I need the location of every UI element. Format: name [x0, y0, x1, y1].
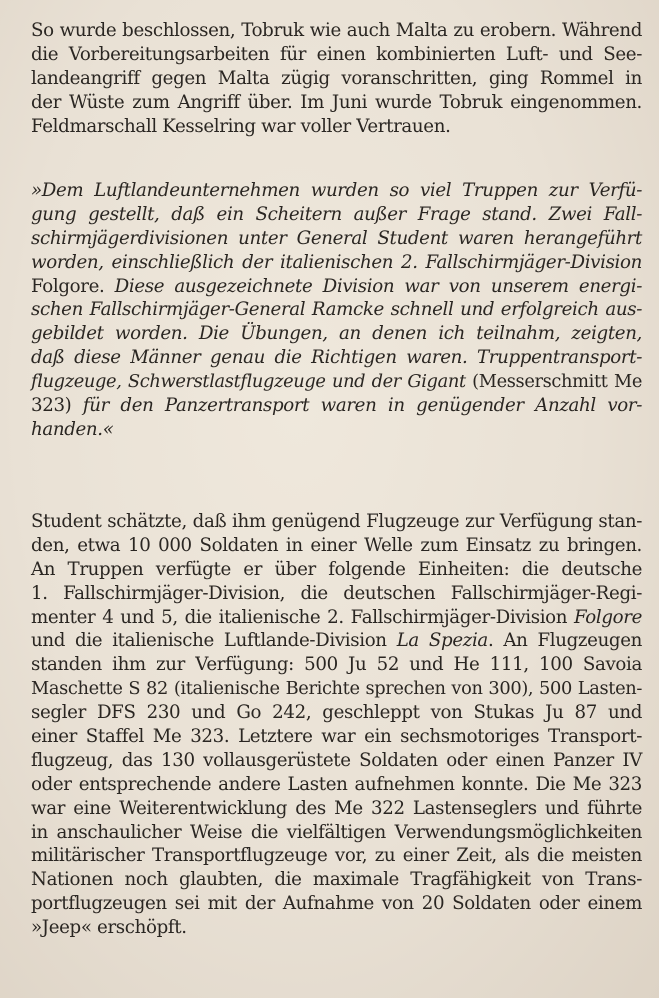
- quote-line: gung gestellt, daß ein Scheitern außer Frage stand. Zwei Fall-: [31, 203, 642, 225]
- text-segment: menter 4 und 5, die italienische 2. Fallschirmjäger-Division: [31, 606, 574, 628]
- text-line: An Truppen verfügte er über folgende Einheiten: die deutsche: [31, 558, 642, 580]
- text-line: »Jeep« erschöpft.: [31, 917, 187, 939]
- aircraft-designation: (Messerschmitt Me: [465, 371, 642, 393]
- text-line: die Vorbereitungsarbeiten für einen kombinierten Luft- und See-: [31, 43, 642, 65]
- text-line: oder entsprechende andere Lasten aufnehmen konnte. Die Me 323: [31, 773, 642, 795]
- text-line: war eine Weiterentwicklung des Me 322 Lastenseglers und führte: [31, 797, 642, 819]
- text-line: landeangriff gegen Malta zügig voranschritten, ging Rommel in: [31, 67, 642, 89]
- text-line: einer Staffel Me 323. Letztere war ein sechsmotoriges Transport-: [31, 726, 642, 748]
- text-line: Student schätzte, daß ihm genügend Flugzeuge zur Verfügung stan-: [31, 511, 642, 532]
- quote-line: handen.«: [31, 418, 114, 440]
- text-segment: und die italienische Luftlande-Division: [31, 630, 397, 652]
- quote-line: [31, 275, 642, 299]
- quote-line: [31, 394, 642, 418]
- kesselring-quote: [31, 179, 642, 442]
- quote-line: gebildet worden. Die Übungen, an denen ich teilnahm, zeigten,: [31, 323, 642, 345]
- aircraft-designation: 323): [31, 395, 72, 417]
- text-line: den, etwa 10 000 Soldaten in einer Welle zum Einsatz zu bringen.: [31, 534, 642, 556]
- text-line: standen ihm zur Verfügung: 500 Ju 52 und He 111, 100 Savoia: [31, 654, 642, 676]
- text-line: Feldmarschall Kesselring war voller Vertrauen.: [31, 115, 451, 137]
- quote-segment: flugzeuge, Schwerstlastflugzeuge und der Gigant: [31, 371, 466, 393]
- division-name-la-spezia: La Spezia: [396, 630, 488, 652]
- division-name-folgore: Folgore.: [31, 275, 105, 297]
- text-line: 1. Fallschirmjäger-Division, die deutschen Fallschirmjäger-Regi-: [31, 582, 642, 604]
- text-line: portflugzeugen sei mit der Aufnahme von 20 Soldaten oder einem: [31, 893, 642, 915]
- text-line: flugzeug, das 130 vollausgerüstete Soldaten oder einen Panzer IV: [31, 749, 642, 771]
- text-segment: . An Flugzeugen: [487, 630, 643, 652]
- quote-line: schen Fallschirmjäger-General Ramcke schnell und erfolgreich aus-: [31, 299, 642, 321]
- text-line: So wurde beschlossen, Tobruk wie auch Malta zu erobern. Während: [31, 20, 642, 41]
- text-line: in anschaulicher Weise die vielfältigen Verwendungsmöglichkeiten: [31, 821, 642, 843]
- paragraph-intro: [31, 19, 642, 138]
- text-line: [31, 629, 642, 653]
- text-line: [31, 606, 642, 630]
- quote-segment: für den Panzertransport waren in genügender Anzahl vor-: [71, 395, 642, 417]
- quote-segment: Diese ausgezeichnete Division war von unserem energi-: [104, 275, 642, 297]
- quote-line: daß diese Männer genau die Richtigen waren. Truppentransport-: [31, 347, 642, 369]
- quote-line: »Dem Luftlandeunternehmen wurden so viel Truppen zur Verfü-: [31, 180, 642, 201]
- quote-line: schirmjägerdivisionen unter General Student waren herangeführt: [31, 227, 642, 249]
- paragraph-student: [31, 510, 642, 940]
- text-line: militärischer Transportflugzeuge vor, zu einer Zeit, als die meisten: [31, 845, 642, 867]
- text-line: der Wüste zum Angriff über. Im Juni wurde Tobruk eingenommen.: [31, 91, 642, 113]
- text-line: Nationen noch glaubten, die maximale Tragfähigkeit von Trans-: [31, 869, 642, 891]
- quote-line: worden, einschließlich der italienischen 2. Fallschirmjäger-Division: [31, 251, 642, 273]
- text-line: segler DFS 230 und Go 242, geschleppt von Stukas Ju 87 und: [31, 702, 642, 724]
- quote-line: [31, 370, 642, 394]
- text-line: Maschette S 82 (italienische Berichte sprechen von 300), 500 Lasten-: [31, 678, 642, 700]
- division-name-folgore: Folgore: [574, 606, 642, 628]
